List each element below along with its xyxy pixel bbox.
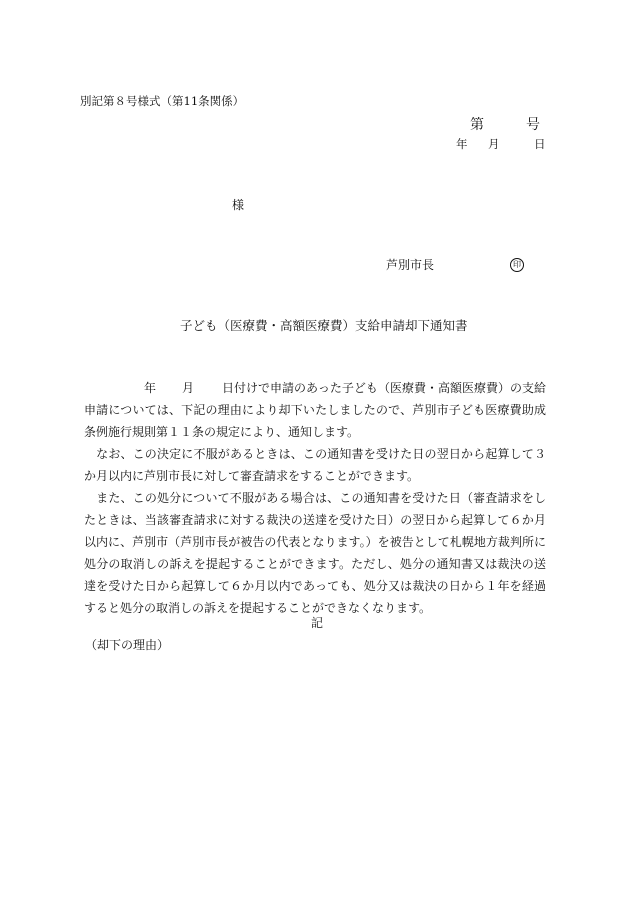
body-date-year: 年 xyxy=(144,381,157,395)
paragraph-1 xyxy=(84,377,546,443)
number-dai-label: 第 xyxy=(470,117,484,133)
number-go-label: 号 xyxy=(526,117,540,133)
form-reference: 別記第８号様式（第11条関係） xyxy=(80,94,245,108)
seal-mark: 印 xyxy=(510,258,524,272)
body-date-month: 月 xyxy=(182,381,195,395)
ki-heading: 記 xyxy=(311,616,324,630)
date-year-label: 年 xyxy=(456,137,468,151)
document-number xyxy=(470,118,540,132)
date-month-label: 月 xyxy=(488,137,500,151)
paragraph-1-text: 日付けで申請のあった子ども（医療費・高額医療費）の支給申請については、下記の理由により却下いたしましたので、芦別市子ども医療費助成条例施行規則第１１条の規定により、通知します。 xyxy=(84,381,546,439)
reason-heading: （却下の理由） xyxy=(85,638,170,652)
addressee-honorific: 様 xyxy=(232,198,245,212)
paragraph-2: なお、この決定に不服があるときは、この通知書を受けた日の翌日から起算して３か月以内に芦別市長に対して審査請求をすることができます。 xyxy=(84,447,546,483)
document-title: 子ども（医療費・高額医療費）支給申請却下通知書 xyxy=(180,318,468,333)
notice-body xyxy=(84,377,546,619)
issuer-title: 芦別市長 xyxy=(386,258,435,272)
issue-date xyxy=(456,139,546,151)
paragraph-3: また、この処分について不服がある場合は、この通知書を受けた日（審査請求をしたときは、当該審査請求に対する裁決の送達を受けた日）の翌日から起算して６か月以内に、芦別市（芦別市長が被告の代表となります。）を被告として札幌地方裁判所に処分の取消しの訴えを提起することができます。ただし、処分の通知書又は裁決の送達を受けた日から起算して６か月以内であっても、処分又は裁決の日から１年を経過すると処分の取消しの訴えを提起することができなくなります。 xyxy=(84,491,546,615)
date-day-label: 日 xyxy=(534,137,546,151)
